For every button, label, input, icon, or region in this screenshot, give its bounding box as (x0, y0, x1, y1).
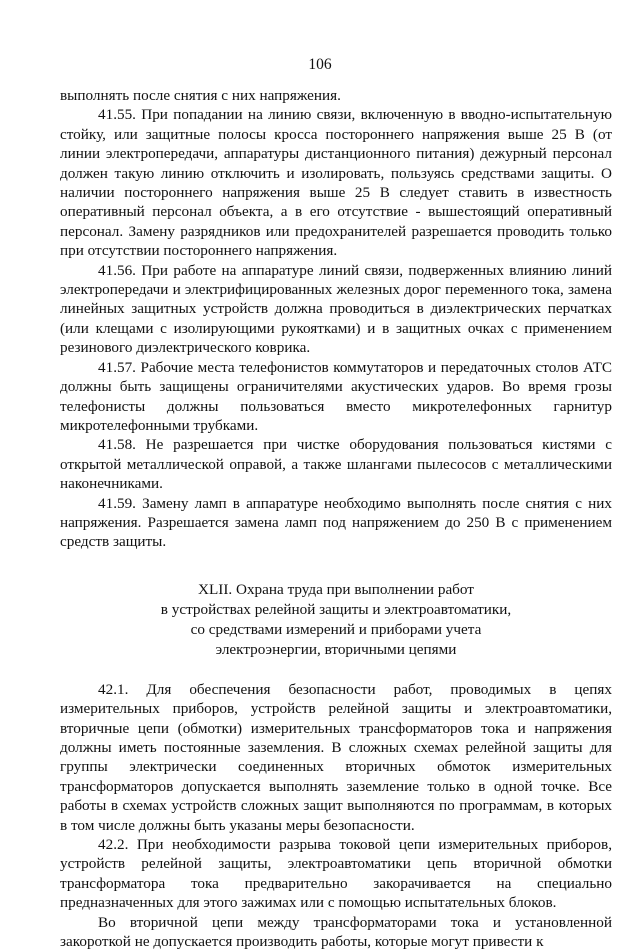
paragraph-42-2: 42.2. При необходимости разрыва токовой цепи измерительных приборов, устройств релейной защиты, электроавтоматики цепь вторичной обмотки трансформатора тока предварительно закорачивается на специально предназначенных для этого зажимах или с помощью испытательных блоков. (60, 836, 612, 912)
document-body (60, 86, 612, 951)
paragraph-42-1: 42.1. Для обеспечения безопасности работ, проводимых в цепях измерительных приборов, устройств релейной защиты и электроавтоматики, вторичные цепи (обмотки) измерительных трансформаторов тока и напряжения должны иметь постоянные заземления. В сложных схемах релейной защиты для группы электрически соединенных вторичных обмоток измерительных трансформаторов допускается выполнять заземление только в одной точке. Все работы в схемах устройств сложных защит выполняются по программам, в которых в том числе должны быть указаны меры безопасности. (60, 680, 612, 834)
section-title-line: XLII. Охрана труда при выполнении работ (198, 580, 474, 598)
paragraph-continuation: выполнять после снятия с них напряжения. (60, 87, 341, 104)
paragraph-41-55: 41.55. При попадании на линию связи, включенную в вводно-испытательную стойку, или защитные полосы кросса постороннего напряжения выше 25 В (от линии электропередачи, аппаратуры дистанционного питания) дежурный персонал должен такую линию отключить и изолировать, пользуясь средствами защиты. О наличии постороннего напряжения выше 25 В следует ставить в известность оперативный персонал объекта, а в его отсутствие - вышестоящий оперативный персонал. Замену разрядников или предохранителей разрешается проводить только при отсутствии постороннего напряжения. (60, 106, 612, 260)
section-title-line: со средствами измерений и приборами учета (190, 620, 482, 638)
paragraph-41-58: 41.58. Не разрешается при чистке оборудования пользоваться кистями с открытой металлической оправой, а также шлангами пылесосов с металлическими наконечниками. (60, 436, 612, 493)
paragraph-secondary-circuit: Во вторичной цепи между трансформаторами тока и установленной закороткой не допускается производить работы, которые могут привести к (60, 913, 612, 951)
section-title-line: электроэнергии, вторичными цепями (215, 640, 457, 658)
section-title-line: в устройствах релейной защиты и электроавтоматики, (160, 600, 512, 618)
page-number: 106 (308, 56, 332, 73)
paragraph-41-56: 41.56. При работе на аппаратуре линий связи, подверженных влиянию линий электропередачи и электрифицированных железных дорог переменного тока, замена линейных защитных устройств должна проводиться в диэлектрических перчатках (или клещами с изолирующими рукоятками) и в защитных очках с применением резинового диэлектрического коврика. (60, 261, 612, 357)
paragraph-41-57: 41.57. Рабочие места телефонистов коммутаторов и передаточных столов АТС должны быть защищены ограничителями акустических ударов. Во время грозы телефонисты должны пользоваться вместо микротелефонных гарнитур микротелефонными трубками. (60, 358, 612, 434)
paragraph-41-59: 41.59. Замену ламп в аппаратуре необходимо выполнять после снятия с них напряжения. Разрешается замена ламп под напряжением до 250 В с применением средств защиты. (60, 494, 612, 551)
section-title (60, 580, 612, 660)
